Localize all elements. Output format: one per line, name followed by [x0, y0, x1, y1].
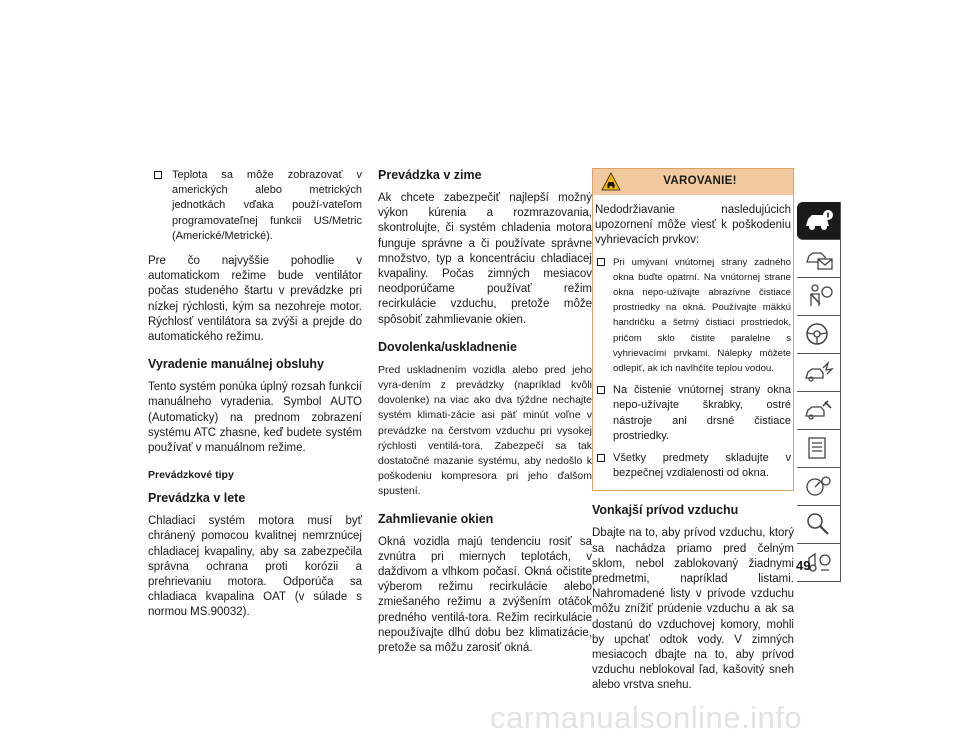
bullet-box-icon	[597, 454, 605, 462]
heading-manual-override: Vyradenie manuálnej obsluhy	[148, 357, 324, 372]
heading-outside-air-intake: Vonkajší prívod vzduchu	[592, 503, 739, 518]
tab-tools[interactable]	[797, 392, 841, 430]
page-number: 49	[796, 558, 811, 573]
bullet-text: Všetky predmety skladujte v bezpečnej vzdialenosti od okna.	[613, 452, 791, 480]
seatbelt-icon	[803, 282, 835, 310]
warning-header	[593, 169, 793, 195]
tab-crash[interactable]	[797, 354, 841, 392]
envelope-icon	[803, 244, 835, 272]
car-info-icon	[803, 206, 835, 234]
paragraph-winter: Ak chcete zabezpečiť najlepší možný výkon kúrenia a rozmrazovania, skontrolujte, či systém chladenia motora funguje správne a či používate správne množstvo, typ a koncentráciu chladiacej kvapaliny. Počas zimných mesiacov neodporúčame používať režim recirkulácie vzduchu, pretože môže spôsobiť zahmlievanie okien.	[378, 192, 592, 326]
tab-car-info[interactable]	[797, 202, 841, 240]
heading-summer: Prevádzka v lete	[148, 491, 246, 506]
bullet-units	[148, 168, 362, 244]
column-middle	[378, 168, 592, 668]
paragraph-manual-override: Tento systém ponúka úplný rozsah funkcií manuálneho vyradenia. Symbol AUTO (Automaticky) na prednom zobrazení systému ATC zhasne, keď budete systém používať v manuálnom režime.	[148, 381, 362, 455]
service-list-icon	[803, 434, 835, 462]
warning-bullet-scrapers	[595, 383, 791, 444]
tab-envelope[interactable]	[797, 240, 841, 278]
watermark-footer: carmanualsonline.info	[490, 700, 803, 735]
car-tools-icon	[803, 396, 835, 424]
bullet-text: Teplota sa môže zobrazovať v amerických alebo metrických jednotkách vďaka použí-vateľom programovateľnej funkcii US/Metric (Americké/Metrické).	[172, 169, 362, 242]
heading-window-fogging: Zahmlievanie okien	[378, 511, 494, 526]
paragraph-auto-mode: Pre čo najvyššie pohodlie v automatickom režime bude ventilátor počas studeného štartu v prevádzke pri nízkej rýchlosti, kým sa nezohreje motor. Rýchlosť ventilátora sa zvýši a prejde do automatického režimu.	[148, 255, 362, 344]
tab-seatbelt[interactable]	[797, 278, 841, 316]
paragraph-window-fogging: Okná vozidla majú tendenciu rosiť sa zvnútra pri miernych teplotách, v daždivom a vlhkom počasí. Okná očistite výberom režimu recirkulácie alebo zmiešaného režimu a zvýšením otáčok predného ventilá-tora. Režim recirkulácie nepoužívajte dlhú dobu bez klimatizácie, pretože sa môžu zarosiť okná.	[378, 535, 592, 655]
car-crash-icon	[803, 358, 835, 386]
tab-search[interactable]	[797, 506, 841, 544]
paragraph-storage: Pred uskladnením vozidla alebo pred jeho vyra-dením z prevádzky (napríklad kvôli dovolenke) na viac ako dva týždne nechajte systém klimati-zácie asi päť minút voľne v prevádzke na čerstvom vzduchu pri vysokej rýchlosti ventilá-tora. Zabezpečí sa tak dostatočné mazanie systému, aby nedošlo k poškodeniu kompresora pri jeho ďalšom spustení.	[378, 363, 592, 498]
warning-bullet-cleaning	[595, 255, 791, 377]
chapter-tabs	[797, 202, 843, 582]
tab-steering[interactable]	[797, 316, 841, 354]
bullet-box-icon	[154, 171, 162, 179]
steering-wheel-icon	[803, 320, 835, 348]
bullet-box-icon	[597, 258, 605, 266]
paragraph-summer: Chladiaci systém motora musí byť chránený pomocou kvalitnej nemrznúcej chladiacej kvapaliny, aby sa zabezpečila správna ochrana proti korózii a prehrievaniu motora. Odporúča sa chladiaca kvapalina OAT (v súlade s normou MS.90032).	[148, 515, 362, 619]
warning-intro: Nedodržiavanie nasledujúcich upozornení môže viesť k poškodeniu vyhrievacích prvkov:	[595, 204, 791, 247]
heading-winter: Prevádzka v zime	[378, 168, 482, 182]
magnifier-icon	[803, 510, 835, 538]
tab-service[interactable]	[797, 430, 841, 468]
tab-gauge[interactable]	[797, 468, 841, 506]
column-right	[592, 168, 794, 706]
warning-body	[593, 195, 793, 490]
warning-bullet-storage	[595, 451, 791, 481]
paragraph-outside-air-intake: Dbajte na to, aby prívod vzduchu, ktorý sa nachádza priamo pred čelným sklom, nebol zablokovaný žiadnymi predmetmi, napríklad listami. Nahromadené listy v prívode vzduchu môžu znížiť prúdenie vzduchu a ak sa dostanú do vzduchovej komory, mohli by upchať odtok vody. V zimných mesiacoch dbajte na to, aby prívod vzduchu neblokoval ľad, kašovitý sneh alebo vrstva snehu.	[592, 527, 794, 692]
warning-box	[592, 168, 794, 491]
bullet-text: Pri umývaní vnútornej strany zadného okna buďte opatrní. Na vnútornej strane okna nepo-užívajte abrazívne čistiace prostriedky na okná. Používajte mäkkú handričku a šetrný čistiaci prostriedok, pričom sklo čistite paralelne s vyhrievacími prvkami. Nálepky môžete odlepiť, ak ich navlhčíte teplou vodou.	[613, 256, 791, 375]
bullet-box-icon	[597, 386, 605, 394]
warning-title: VAROVANIE!	[663, 175, 737, 187]
heading-operating-tips: Prevádzkové tipy	[148, 469, 234, 482]
gauge-icon	[803, 472, 835, 500]
column-left	[148, 168, 362, 633]
heading-storage: Dovolenka/uskladnenie	[378, 339, 517, 354]
bullet-text: Na čistenie vnútornej strany okna nepo-užívajte škrabky, ostré nástroje ani drsné čistiace prostriedky.	[613, 384, 791, 442]
